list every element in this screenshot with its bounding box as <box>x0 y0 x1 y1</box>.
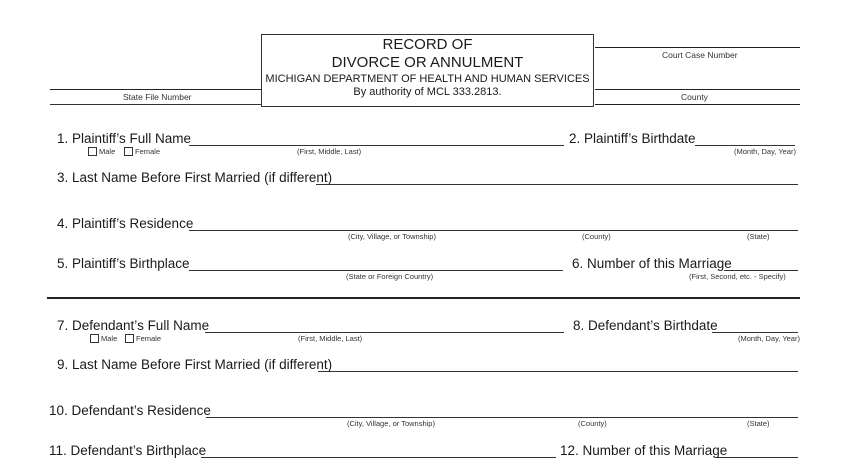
defendant-full-name-label: 7. Defendant’s Full Name <box>57 318 210 333</box>
form-title-line1: RECORD OF <box>382 36 473 53</box>
court-case-number-field[interactable] <box>595 47 800 48</box>
plaintiff-birthdate-label: 2. Plaintiff’s Birthdate <box>569 131 696 146</box>
court-case-number-label: Court Case Number <box>662 50 738 60</box>
defendant-residence-state-hint: (State) <box>747 419 770 428</box>
defendant-last-name-field[interactable] <box>318 371 798 372</box>
state-file-number-rule-top <box>50 89 261 90</box>
plaintiff-residence-label: 4. Plaintiff’s Residence <box>57 216 194 231</box>
plaintiff-male-label: Male <box>99 147 116 156</box>
plaintiff-marriage-number-field[interactable] <box>724 270 798 271</box>
defendant-residence-county-hint: (County) <box>578 419 607 428</box>
plaintiff-full-name-hint: (First, Middle, Last) <box>297 147 362 156</box>
plaintiff-birthplace-label: 5. Plaintiff’s Birthplace <box>57 256 190 271</box>
section-divider <box>47 297 800 299</box>
plaintiff-marriage-number-label: 6. Number of this Marriage <box>572 256 732 271</box>
county-rule-bottom <box>595 104 800 105</box>
plaintiff-birthdate-hint: (Month, Day, Year) <box>734 147 796 156</box>
defendant-male-checkbox[interactable] <box>90 334 99 343</box>
department-name: MICHIGAN DEPARTMENT OF HEALTH AND HUMAN SERVICES <box>265 73 590 85</box>
county-field[interactable] <box>595 89 800 90</box>
defendant-residence-city-hint: (City, Village, or Township) <box>347 419 435 428</box>
plaintiff-birthplace-hint: (State or Foreign Country) <box>346 272 434 281</box>
defendant-birthdate-field[interactable] <box>712 332 798 333</box>
plaintiff-last-name-label: 3. Last Name Before First Married (if different) <box>57 170 333 185</box>
defendant-full-name-field[interactable] <box>205 332 564 333</box>
plaintiff-birthdate-field[interactable] <box>695 145 795 146</box>
defendant-birthplace-label: 11. Defendant’s Birthplace <box>49 443 207 458</box>
defendant-residence-label: 10. Defendant’s Residence <box>49 403 211 418</box>
defendant-female-label: Female <box>136 334 162 343</box>
state-file-number-label: State File Number <box>123 92 192 102</box>
plaintiff-residence-city-hint: (City, Village, or Township) <box>348 232 436 241</box>
plaintiff-male-checkbox[interactable] <box>88 147 97 156</box>
authority-citation: By authority of MCL 333.2813. <box>353 86 502 98</box>
defendant-last-name-label: 9. Last Name Before First Married (if different) <box>57 357 333 372</box>
plaintiff-female-label: Female <box>135 147 161 156</box>
plaintiff-birthplace-field[interactable] <box>189 270 563 271</box>
plaintiff-marriage-number-hint: (First, Second, etc. - Specify) <box>689 272 786 281</box>
plaintiff-full-name-label: 1. Plaintiff’s Full Name <box>57 131 192 146</box>
defendant-female-checkbox[interactable] <box>125 334 134 343</box>
defendant-residence-field[interactable] <box>206 417 798 418</box>
defendant-male-label: Male <box>101 334 118 343</box>
plaintiff-residence-field[interactable] <box>189 230 798 231</box>
plaintiff-residence-county-hint: (County) <box>582 232 611 241</box>
state-file-number-field[interactable] <box>50 104 261 105</box>
defendant-birthdate-hint: (Month, Day, Year) <box>738 334 800 343</box>
form-title-box <box>261 34 594 107</box>
form-title-line2: DIVORCE OR ANNULMENT <box>331 54 524 71</box>
county-label: County <box>681 92 708 102</box>
defendant-birthdate-label: 8. Defendant’s Birthdate <box>573 318 718 333</box>
plaintiff-residence-state-hint: (State) <box>747 232 770 241</box>
defendant-marriage-number-label: 12. Number of this Marriage <box>560 443 728 458</box>
defendant-full-name-hint: (First, Middle, Last) <box>298 334 363 343</box>
plaintiff-female-checkbox[interactable] <box>124 147 133 156</box>
plaintiff-full-name-field[interactable] <box>189 145 564 146</box>
plaintiff-last-name-field[interactable] <box>316 184 798 185</box>
